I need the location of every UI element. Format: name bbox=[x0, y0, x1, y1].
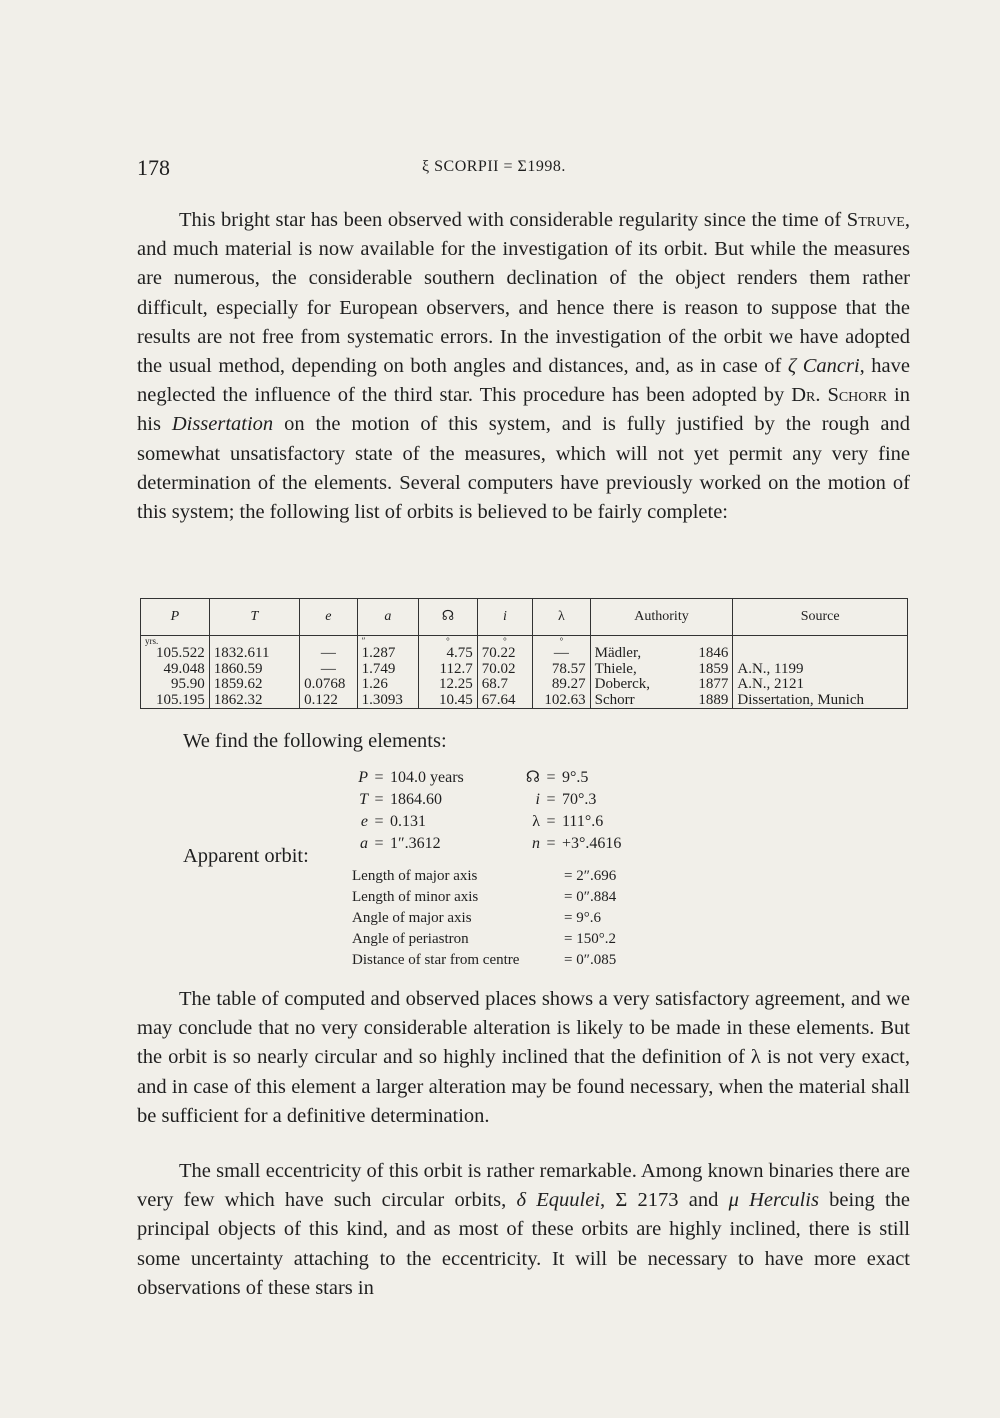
unit-p: yrs. bbox=[141, 636, 210, 647]
col-header-e bbox=[300, 599, 357, 636]
element-row bbox=[510, 789, 670, 811]
equals-sign: = bbox=[546, 791, 556, 808]
element-row bbox=[510, 833, 670, 855]
apparent-label: Distance of star from centre bbox=[352, 952, 520, 968]
cell-authority bbox=[590, 677, 733, 693]
cell-node: 12.25 bbox=[419, 677, 478, 693]
element-row bbox=[300, 811, 500, 833]
col-header-i bbox=[477, 599, 532, 636]
element-symbol: e bbox=[360, 813, 368, 830]
cell-i: 67.64 bbox=[477, 693, 532, 709]
cell-e: — bbox=[300, 662, 357, 678]
cell-p: 95.90 bbox=[141, 677, 210, 693]
cell-t: 1832.611 bbox=[209, 646, 299, 662]
table-row bbox=[141, 646, 908, 662]
authority-name: Mädler, bbox=[594, 645, 642, 661]
cell-lambda: 89.27 bbox=[533, 677, 590, 693]
equals-sign: = bbox=[546, 835, 556, 852]
text-span: This bright star has been observed with considerable regularity since the time of bbox=[179, 209, 847, 231]
cell-i: 68.7 bbox=[477, 677, 532, 693]
work-dissertation: Dissertation bbox=[171, 413, 274, 436]
element-value: 70°.3 bbox=[562, 791, 597, 808]
page-header bbox=[137, 155, 907, 185]
authority-year: 1889 bbox=[698, 691, 729, 708]
orbits-table bbox=[140, 598, 908, 709]
equals-sign: = bbox=[546, 769, 556, 786]
unit-i: ° bbox=[477, 636, 532, 647]
cell-p: 49.048 bbox=[141, 662, 210, 678]
cell-t: 1862.32 bbox=[209, 693, 299, 709]
cell-node: 10.45 bbox=[419, 693, 478, 709]
cell-lambda: — bbox=[533, 646, 590, 662]
header-text: a bbox=[384, 609, 392, 625]
header-text: Authority bbox=[634, 609, 689, 625]
apparent-orbit-list bbox=[352, 866, 652, 971]
elements-right-column bbox=[510, 767, 670, 855]
element-value: +3°.4616 bbox=[562, 835, 622, 852]
element-row bbox=[510, 767, 670, 789]
element-symbol: a bbox=[360, 835, 368, 852]
col-header-source bbox=[733, 599, 908, 636]
apparent-orbit-heading: Apparent orbit: bbox=[183, 845, 309, 867]
apparent-value: = 0″.884 bbox=[564, 889, 617, 905]
table-cell bbox=[733, 636, 908, 647]
apparent-label: Length of minor axis bbox=[352, 889, 479, 905]
cell-node: 112.7 bbox=[419, 662, 478, 678]
cell-source: Dissertation, Munich bbox=[733, 693, 908, 709]
cell-lambda: 78.57 bbox=[533, 662, 590, 678]
text-span: in his bbox=[137, 384, 910, 436]
cell-p: 105.195 bbox=[141, 693, 210, 709]
text-span: , have neglected the influence of the third star. This procedure has been adopted by bbox=[137, 355, 910, 407]
authority-name: Schorr bbox=[594, 691, 635, 708]
star-name-delta-equulei: δ Equulei bbox=[516, 1189, 601, 1212]
col-header-authority bbox=[590, 599, 733, 636]
cell-lambda: 102.63 bbox=[533, 693, 590, 709]
apparent-value: = 0″.085 bbox=[564, 952, 617, 968]
apparent-value: = 2″.696 bbox=[564, 868, 617, 884]
element-value: 9°.5 bbox=[562, 769, 589, 786]
authority-year: 1877 bbox=[698, 676, 729, 692]
col-header-node bbox=[419, 599, 478, 636]
apparent-orbit-row bbox=[352, 866, 652, 887]
cell-authority bbox=[590, 662, 733, 678]
equals-sign: = bbox=[374, 791, 384, 808]
apparent-label: Length of major axis bbox=[352, 868, 478, 884]
apparent-orbit-row bbox=[352, 950, 652, 971]
text-span: being the principal objects of this kind, and as most of these orbits are highly inclined, there is still some uncertainty attaching to the eccentricity. It will be necessary to have more exact observations of these stars in bbox=[137, 1189, 910, 1299]
cell-a: 1.287 bbox=[357, 646, 419, 662]
author-struve: Struve bbox=[846, 209, 905, 231]
header-text: i bbox=[502, 609, 507, 625]
equals-sign: = bbox=[374, 835, 384, 852]
cell-authority bbox=[590, 646, 733, 662]
cell-t: 1859.62 bbox=[209, 677, 299, 693]
cell-authority bbox=[590, 693, 733, 709]
element-row bbox=[300, 789, 500, 811]
header-text: P bbox=[170, 609, 180, 625]
apparent-orbit-row bbox=[352, 887, 652, 908]
text-span: The small eccentricity of this orbit is rather remarkable. Among known binaries there are very few which have such circular orbits, bbox=[137, 1160, 910, 1212]
text-span: The table of computed and observed places shows a very satisfactory agreement, and we may conclude that no very considerable alteration is likely to be made in these elements. But the orbit is so nearly circular and so highly inclined that the definition of λ is not very exact, and in case of this element a larger alteration may be found necessary, when the material shall be sufficient for a definitive determination. bbox=[137, 988, 910, 1127]
cell-i: 70.02 bbox=[477, 662, 532, 678]
table-row bbox=[141, 693, 908, 709]
authority-name: Thiele, bbox=[594, 660, 637, 677]
running-title: ξ SCORPII = Σ1998. bbox=[422, 158, 566, 175]
unit-node: ° bbox=[419, 636, 478, 647]
page-number: 178 bbox=[137, 155, 170, 180]
element-value: 104.0 years bbox=[390, 769, 464, 786]
table-row bbox=[141, 662, 908, 678]
text-span: , Σ 2173 and bbox=[600, 1189, 729, 1212]
apparent-value: = 9°.6 bbox=[564, 910, 601, 926]
col-header-a bbox=[357, 599, 419, 636]
equals-sign: = bbox=[374, 813, 384, 830]
cell-e: 0.122 bbox=[300, 693, 357, 709]
star-name-mu-herculis: μ Herculis bbox=[728, 1189, 819, 1212]
element-symbol: λ bbox=[532, 813, 540, 830]
header-text: e bbox=[325, 609, 332, 625]
cell-node: 4.75 bbox=[419, 646, 478, 662]
table-header-row bbox=[141, 599, 908, 636]
element-symbol: T bbox=[359, 791, 368, 808]
star-name-zeta-cancri: ζ Cancri bbox=[787, 355, 860, 378]
elements-heading: We find the following elements: bbox=[183, 730, 447, 752]
element-symbol: ☊ bbox=[525, 769, 540, 786]
apparent-label: Angle of periastron bbox=[352, 931, 469, 947]
col-header-p bbox=[141, 599, 210, 636]
cell-i: 70.22 bbox=[477, 646, 532, 662]
element-row bbox=[300, 767, 500, 789]
apparent-value: = 150°.2 bbox=[564, 931, 616, 947]
cell-source: A.N., 1199 bbox=[733, 662, 908, 678]
authority-year: 1846 bbox=[698, 645, 729, 661]
comparison-paragraph bbox=[137, 985, 910, 1131]
equals-sign: = bbox=[546, 813, 556, 830]
element-row bbox=[300, 833, 500, 855]
col-header-lambda bbox=[533, 599, 590, 636]
cell-e: — bbox=[300, 646, 357, 662]
cell-source bbox=[733, 646, 908, 662]
apparent-orbit-row bbox=[352, 929, 652, 950]
table-row bbox=[141, 677, 908, 693]
header-text: T bbox=[250, 609, 259, 625]
cell-a: 1.749 bbox=[357, 662, 419, 678]
unit-a: ″ bbox=[357, 636, 419, 647]
cell-p: 105.522 bbox=[141, 646, 210, 662]
element-symbol: P bbox=[358, 769, 368, 786]
unit-lambda: ° bbox=[533, 636, 590, 647]
element-value: 1″.3612 bbox=[390, 835, 441, 852]
cell-e: 0.0768 bbox=[300, 677, 357, 693]
header-text: Source bbox=[800, 609, 840, 625]
authority-name: Doberck, bbox=[594, 676, 651, 692]
element-value: 1864.60 bbox=[390, 791, 442, 808]
eccentricity-paragraph bbox=[137, 1157, 910, 1303]
equals-sign: = bbox=[374, 769, 384, 786]
intro-paragraph bbox=[137, 206, 910, 527]
authority-year: 1859 bbox=[698, 660, 729, 677]
element-value: 111°.6 bbox=[562, 813, 604, 830]
element-symbol: n bbox=[532, 835, 540, 852]
element-row bbox=[510, 811, 670, 833]
cell-a: 1.26 bbox=[357, 677, 419, 693]
elements-left-column bbox=[300, 767, 500, 855]
col-header-t bbox=[209, 599, 299, 636]
text-span: , and much material is now available for the investigation of its orbit. But while the measures are numerous, the considerable southern declination of the object renders them rather difficult, especially for European observers, and hence there is reason to suppose that the results are not free from systematic errors. In the investigation of the orbit we have adopted the usual method, depending on both angles and distances, and, as in case of bbox=[137, 209, 910, 378]
cell-t: 1860.59 bbox=[209, 662, 299, 678]
header-text: ☊ bbox=[441, 609, 455, 625]
cell-source: A.N., 2121 bbox=[733, 677, 908, 693]
cell-a: 1.3093 bbox=[357, 693, 419, 709]
text-span: on the motion of this system, and is fully justified by the rough and somewhat unsatisfactory state of the measures, which will not yet permit any very fine determination of the elements. Several computers have previously worked on the motion of this system; the following list of orbits is believed to be fairly complete: bbox=[137, 413, 910, 524]
element-value: 0.131 bbox=[390, 813, 426, 830]
author-schorr: Dr. Schorr bbox=[791, 384, 888, 407]
element-symbol: i bbox=[535, 791, 540, 808]
header-text: λ bbox=[558, 609, 565, 625]
apparent-label: Angle of major axis bbox=[352, 910, 472, 926]
apparent-orbit-row bbox=[352, 908, 652, 929]
